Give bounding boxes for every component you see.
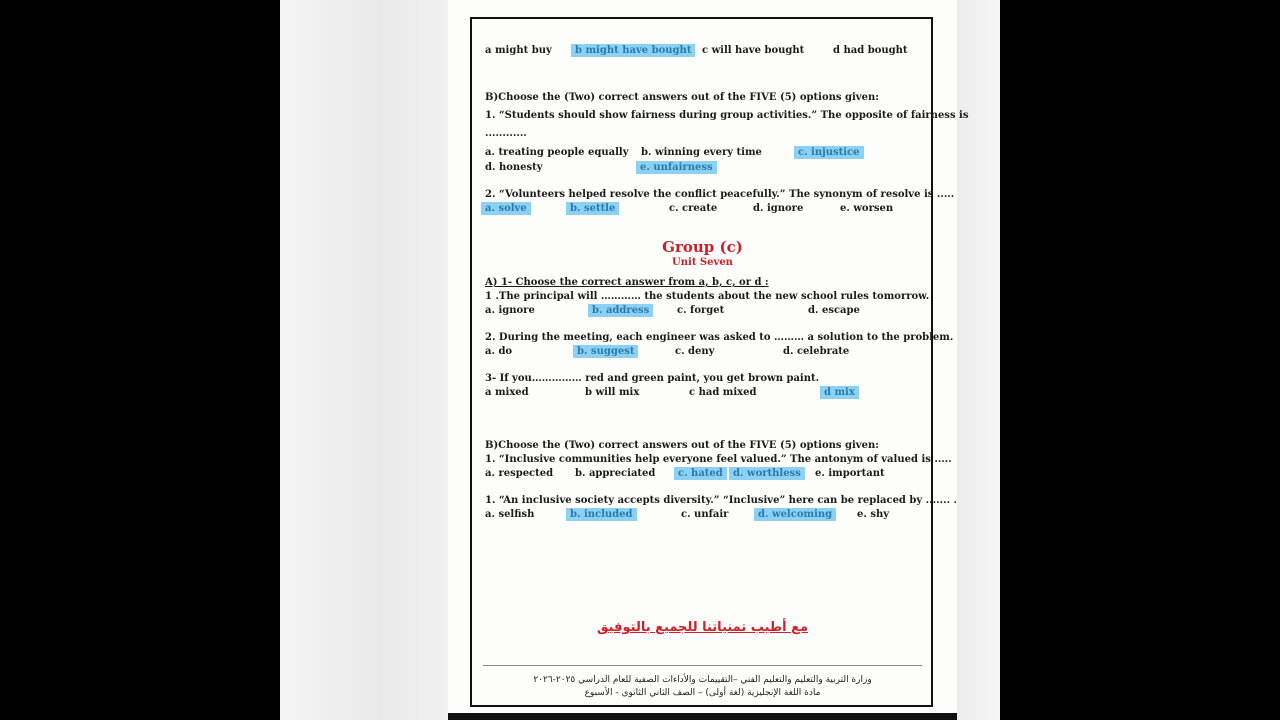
section-heading: A) 1- Choose the correct answer from a, b, c, or d :: [485, 277, 769, 288]
option-text: d. ignore: [753, 203, 804, 214]
question-text: 2. “Volunteers helped resolve the conflict peacefully.” The synonym of resolve is .....: [485, 189, 955, 200]
option-text: b. winning every time: [641, 147, 762, 158]
highlighted-answer: b. included: [566, 508, 637, 521]
option-text: a. do: [485, 346, 513, 357]
highlighted-answer: a. solve: [481, 202, 531, 215]
question-text: 3- If you…………… red and green paint, you get brown paint.: [485, 373, 820, 384]
bottom-bar: [448, 713, 957, 720]
footer-ministry: وزارة التربية والتعليم والتعليم الفني –التقييمات والأداءات الصفية للعام الدراسي ٢٠٢٥-٢٠٢٦: [533, 675, 872, 685]
option-text: a. treating people equally: [485, 147, 629, 158]
highlighted-answer: b. settle: [566, 202, 619, 215]
option-text: c had mixed: [689, 387, 757, 398]
option-text: b. appreciated: [575, 468, 656, 479]
option-text: a mixed: [485, 387, 529, 398]
option-text: c will have bought: [702, 45, 805, 56]
question-text: 2. During the meeting, each engineer was asked to ……… a solution to the problem.: [485, 332, 954, 343]
footer-divider: [483, 665, 922, 666]
highlighted-answer: e. unfairness: [636, 161, 717, 174]
highlighted-answer: d mix: [820, 386, 859, 399]
highlighted-answer: d. welcoming: [754, 508, 836, 521]
background-left: [280, 0, 448, 720]
background-right: [957, 0, 1000, 720]
option-text: d had bought: [833, 45, 908, 56]
option-text: a. respected: [485, 468, 554, 479]
highlighted-answer: b might have bought: [571, 44, 695, 57]
option-text: e. worsen: [840, 203, 894, 214]
option-text: d. escape: [808, 305, 860, 316]
option-text: c. deny: [675, 346, 715, 357]
option-text: b will mix: [585, 387, 640, 398]
option-text: a. ignore: [485, 305, 535, 316]
footer-subject: مادة اللغة الإنجليزية (لغة أولى) – الصف الثاني الثانوي - الأسبوع: [584, 688, 821, 698]
section-heading: B)Choose the (Two) correct answers out of the FIVE (5) options given:: [485, 440, 879, 451]
question-text: 1 .The principal will ………… the students about the new school rules tomorrow.: [485, 291, 930, 302]
question-blank: ............: [485, 128, 527, 139]
highlighted-answer: b. suggest: [573, 345, 638, 358]
question-text: 1. “Inclusive communities help everyone feel valued.” The antonym of valued is .....: [485, 454, 952, 465]
group-title: Group (c): [662, 238, 743, 256]
option-text: c. unfair: [681, 509, 729, 520]
option-text: c. forget: [677, 305, 725, 316]
question-text: 1. “An inclusive society accepts diversity.” “Inclusive” here can be replaced by ....... .: [485, 495, 958, 506]
option-text: a might buy: [485, 45, 552, 56]
closing-wish: مع أطيب تمنياتنا للجميع بالتوفيق: [596, 620, 809, 635]
section-heading: B)Choose the (Two) correct answers out of the FIVE (5) options given:: [485, 92, 879, 103]
highlighted-answer: b. address: [588, 304, 653, 317]
option-text: e. important: [815, 468, 885, 479]
option-text: d. honesty: [485, 162, 543, 173]
unit-title: Unit Seven: [672, 257, 733, 268]
highlighted-answer: c. injustice: [794, 146, 864, 159]
highlighted-answer: d. worthless: [729, 467, 805, 480]
option-text: d. celebrate: [783, 346, 850, 357]
option-text: c. create: [669, 203, 718, 214]
highlighted-answer: c. hated: [674, 467, 727, 480]
question-text: 1. “Students should show fairness during group activities.” The opposite of fairness is: [485, 110, 969, 121]
option-text: e. shy: [857, 509, 890, 520]
option-text: a. selfish: [485, 509, 535, 520]
